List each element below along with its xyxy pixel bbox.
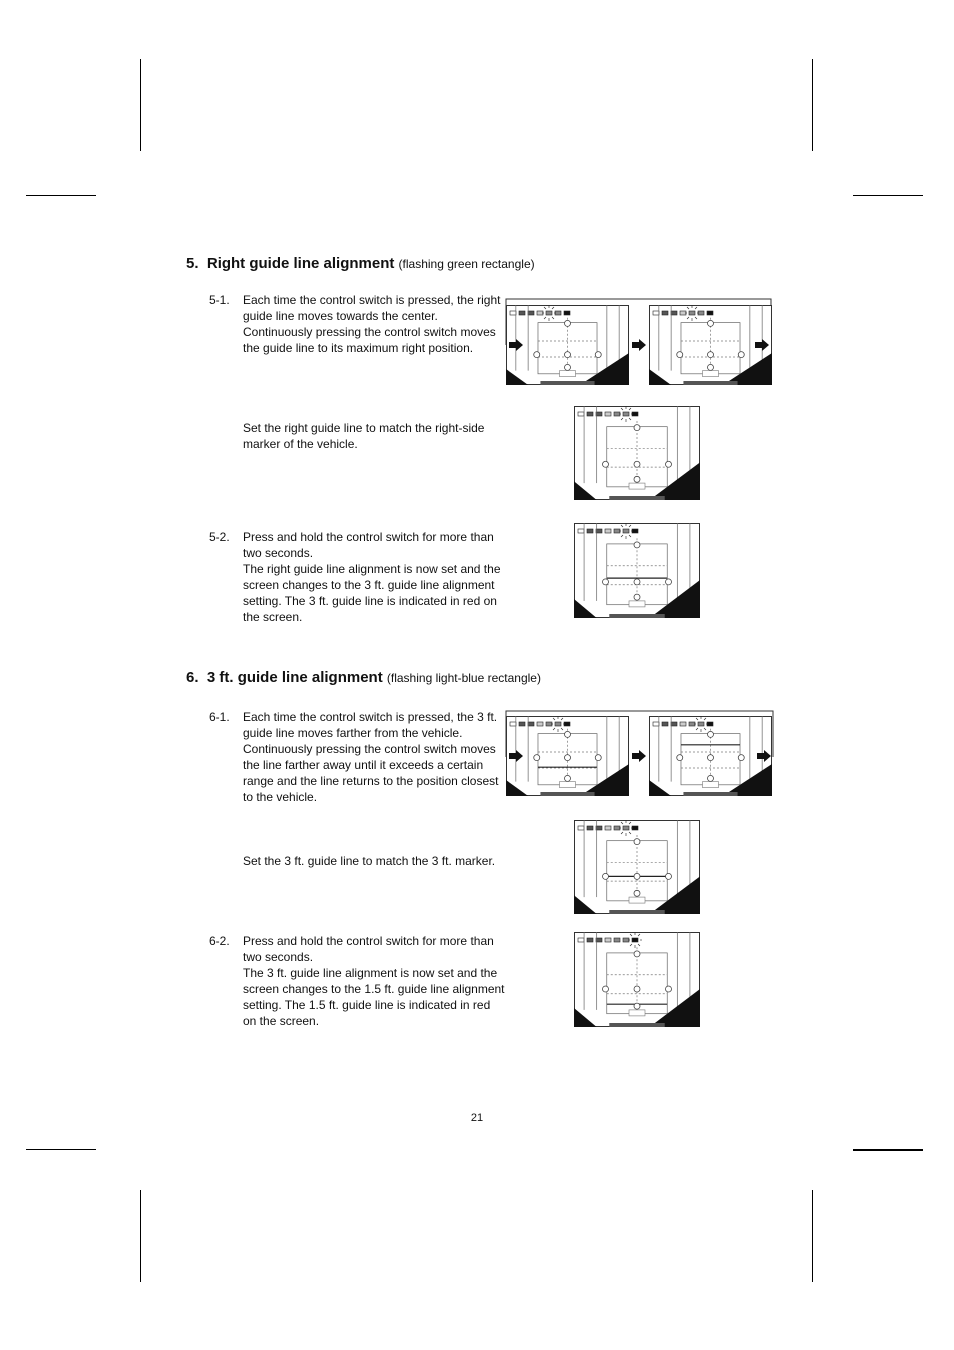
indicator-rect bbox=[564, 311, 570, 315]
indicator-rect bbox=[578, 826, 584, 830]
step-6-2-body-1: Press and hold the control switch for more than two seconds. bbox=[243, 934, 494, 964]
marker-circle bbox=[666, 579, 672, 585]
indicator-rect bbox=[537, 722, 543, 726]
marker-circle bbox=[634, 986, 640, 992]
step-6-2-body-2: The 3 ft. guide line alignment is now set and the screen changes to the 1.5 ft. guide line alignment setting. The 1.5 ft. guide line is indicated in red on the screen. bbox=[243, 966, 505, 1028]
indicator-rect bbox=[671, 311, 677, 315]
indicator-rect bbox=[587, 826, 593, 830]
section-5-note: (flashing green rectangle) bbox=[398, 257, 535, 271]
crop-mark bbox=[26, 195, 96, 196]
license-plate bbox=[560, 371, 576, 377]
step-5-1-note-text: Set the right guide line to match the right-side marker of the vehicle. bbox=[243, 421, 485, 451]
page-number: 21 bbox=[470, 1112, 484, 1124]
marker-circle bbox=[634, 594, 640, 600]
step-6-1-note bbox=[243, 853, 505, 869]
marker-circle bbox=[677, 755, 683, 761]
step-6-1-number: 6-1. bbox=[209, 710, 230, 724]
license-plate bbox=[629, 1010, 645, 1016]
arrow-right-icon bbox=[632, 339, 646, 351]
marker-circle bbox=[677, 352, 683, 358]
indicator-rect bbox=[546, 311, 552, 315]
step-5-2-number: 5-2. bbox=[209, 530, 230, 544]
screen-illustration bbox=[574, 406, 700, 500]
marker-circle bbox=[666, 461, 672, 467]
indicator-rect bbox=[510, 722, 516, 726]
section-6-heading bbox=[186, 669, 541, 686]
arrow-right-icon bbox=[632, 750, 646, 762]
indicator-rect bbox=[680, 722, 686, 726]
indicator-rect bbox=[671, 722, 677, 726]
bumper-bar bbox=[609, 496, 664, 500]
marker-circle bbox=[595, 352, 601, 358]
license-plate bbox=[703, 782, 719, 788]
marker-circle bbox=[534, 352, 540, 358]
marker-circle bbox=[634, 461, 640, 467]
marker-circle bbox=[708, 731, 714, 737]
marker-circle bbox=[565, 731, 571, 737]
marker-circle bbox=[565, 755, 571, 761]
indicator-rect bbox=[662, 722, 668, 726]
marker-circle bbox=[634, 425, 640, 431]
indicator-rect bbox=[653, 722, 659, 726]
indicator-rect bbox=[662, 311, 668, 315]
screen-illustration bbox=[574, 932, 700, 1027]
screen-illustration bbox=[506, 305, 629, 385]
indicator-rect bbox=[605, 412, 611, 416]
step-5-2-body-1: Press and hold the control switch for more than two seconds. bbox=[243, 530, 494, 560]
arrow-right-icon bbox=[509, 750, 523, 762]
indicator-rect bbox=[632, 938, 638, 942]
marker-circle bbox=[666, 873, 672, 879]
step-6-2-number: 6-2. bbox=[209, 934, 230, 948]
marker-circle bbox=[738, 755, 744, 761]
crop-mark bbox=[812, 1190, 813, 1282]
marker-circle bbox=[708, 352, 714, 358]
marker-circle bbox=[603, 461, 609, 467]
bumper-bar bbox=[683, 792, 737, 796]
marker-circle bbox=[634, 890, 640, 896]
marker-circle bbox=[634, 579, 640, 585]
crop-mark bbox=[853, 1149, 923, 1151]
crop-mark bbox=[26, 1149, 96, 1150]
crop-mark bbox=[853, 195, 923, 196]
crop-mark bbox=[812, 59, 813, 151]
marker-circle bbox=[595, 755, 601, 761]
indicator-rect bbox=[587, 529, 593, 533]
step-5-1-note bbox=[243, 420, 505, 452]
indicator-rect bbox=[555, 722, 561, 726]
bumper-bar bbox=[609, 910, 664, 914]
indicator-rect bbox=[578, 938, 584, 942]
step-5-2-text bbox=[243, 529, 505, 625]
step-5-1-number: 5-1. bbox=[209, 293, 230, 307]
marker-circle bbox=[634, 839, 640, 845]
marker-circle bbox=[565, 775, 571, 781]
marker-circle bbox=[738, 352, 744, 358]
marker-circle bbox=[565, 320, 571, 326]
indicator-rect bbox=[653, 311, 659, 315]
section-5-number: 5. bbox=[186, 255, 199, 272]
marker-circle bbox=[565, 352, 571, 358]
marker-circle bbox=[603, 986, 609, 992]
indicator-rect bbox=[623, 529, 629, 533]
section-6-number: 6. bbox=[186, 669, 199, 686]
indicator-rect bbox=[623, 412, 629, 416]
indicator-rect bbox=[528, 722, 534, 726]
screen-illustration bbox=[649, 305, 772, 385]
marker-circle bbox=[634, 542, 640, 548]
arrow-right-icon bbox=[755, 339, 769, 351]
screen-illustration bbox=[574, 820, 700, 914]
indicator-rect bbox=[605, 938, 611, 942]
marker-circle bbox=[634, 873, 640, 879]
step-5-1-body: Each time the control switch is pressed, the right guide line moves towards the center. Continuously pressing the control switch moves the guide line to its maximum right position. bbox=[243, 293, 501, 355]
marker-circle bbox=[708, 320, 714, 326]
indicator-rect bbox=[510, 311, 516, 315]
crop-mark bbox=[140, 59, 141, 151]
arrow-right-icon bbox=[757, 750, 771, 762]
section-5-heading bbox=[186, 255, 535, 272]
indicator-rect bbox=[605, 529, 611, 533]
indicator-rect bbox=[587, 412, 593, 416]
license-plate bbox=[629, 897, 645, 903]
indicator-rect bbox=[578, 412, 584, 416]
step-5-1-text bbox=[243, 292, 505, 356]
step-6-1-body-2: Continuously pressing the control switch moves the line farther away until it exceeds a certain range and the line returns to the position closest to the vehicle. bbox=[243, 742, 499, 804]
section-5-title: Right guide line alignment bbox=[206, 255, 395, 272]
indicator-rect bbox=[623, 826, 629, 830]
indicator-rect bbox=[614, 938, 620, 942]
marker-circle bbox=[534, 755, 540, 761]
indicator-rect bbox=[587, 938, 593, 942]
bumper-bar bbox=[540, 381, 594, 385]
marker-circle bbox=[634, 951, 640, 957]
license-plate bbox=[703, 371, 719, 377]
marker-circle bbox=[708, 775, 714, 781]
license-plate bbox=[629, 483, 645, 489]
marker-circle bbox=[708, 364, 714, 370]
marker-circle bbox=[708, 755, 714, 761]
marker-circle bbox=[666, 986, 672, 992]
step-6-1-body-1: Each time the control switch is pressed, the 3 ft. guide line moves farther from the vehicle. bbox=[243, 710, 498, 740]
section-6-note: (flashing light-blue rectangle) bbox=[386, 671, 541, 685]
crop-mark bbox=[140, 1190, 141, 1282]
bumper-bar bbox=[540, 792, 594, 796]
indicator-rect bbox=[519, 722, 525, 726]
indicator-rect bbox=[528, 311, 534, 315]
indicator-rect bbox=[698, 722, 704, 726]
marker-circle bbox=[634, 476, 640, 482]
marker-circle bbox=[565, 364, 571, 370]
indicator-rect bbox=[689, 311, 695, 315]
step-6-2-text bbox=[243, 933, 505, 1029]
step-6-1-note-text: Set the 3 ft. guide line to match the 3 ft. marker. bbox=[243, 854, 496, 868]
indicator-rect bbox=[707, 311, 713, 315]
section-6-title: 3 ft. guide line alignment bbox=[206, 669, 383, 686]
marker-circle bbox=[603, 873, 609, 879]
license-plate bbox=[560, 782, 576, 788]
indicator-rect bbox=[578, 529, 584, 533]
indicator-rect bbox=[519, 311, 525, 315]
bumper-bar bbox=[609, 614, 664, 618]
arrow-right-icon bbox=[509, 339, 523, 351]
bumper-bar bbox=[683, 381, 737, 385]
screen-illustration bbox=[649, 716, 772, 796]
marker-circle bbox=[634, 1003, 640, 1009]
screen-illustration bbox=[506, 716, 629, 796]
license-plate bbox=[629, 601, 645, 607]
screen-illustration bbox=[574, 523, 700, 618]
step-6-1-text bbox=[243, 709, 505, 805]
step-5-2-body-2: The right guide line alignment is now set and the screen changes to the 3 ft. guide line alignment setting. The 3 ft. guide line is indicated in red on the screen. bbox=[243, 562, 501, 624]
indicator-rect bbox=[605, 826, 611, 830]
bumper-bar bbox=[609, 1023, 664, 1027]
marker-circle bbox=[603, 579, 609, 585]
